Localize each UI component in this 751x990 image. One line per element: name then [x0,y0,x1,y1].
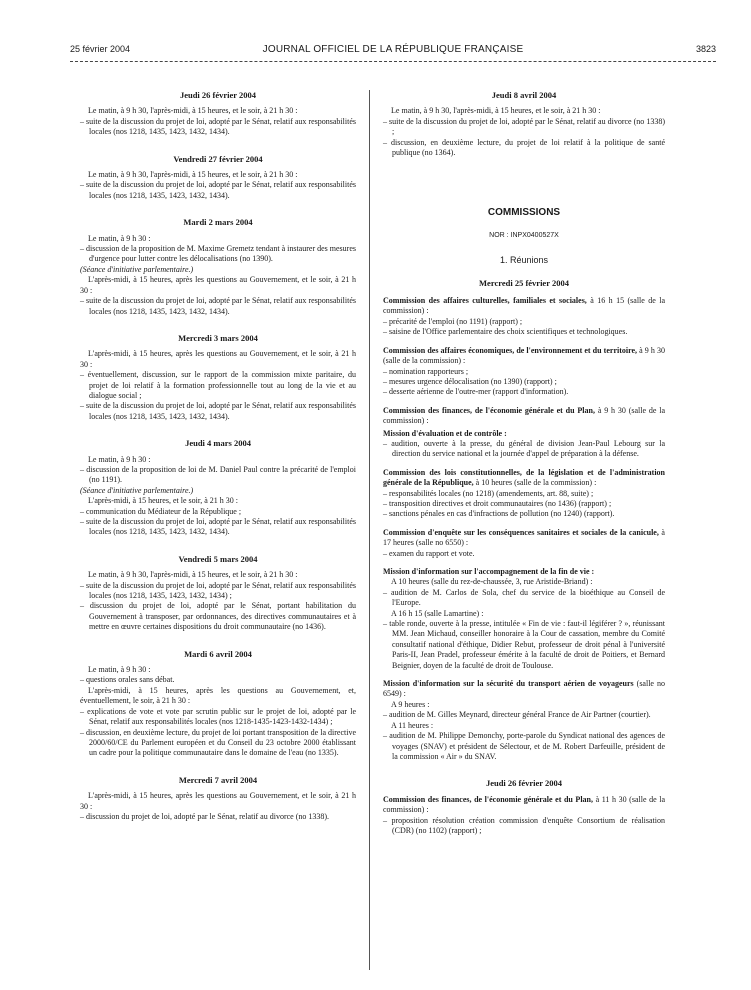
session-times: Le matin, à 9 h 30, l'après-midi, à 15 heures, et le soir, à 21 h 30 : [88,570,298,580]
agenda-item: – questions orales sans débat. [80,675,175,685]
day-title: Mardi 2 mars 2004 [183,217,253,228]
agenda-item: – discussion, en deuxième lecture, du projet de loi portant transposition de la directive 2000/60/CE du Parlement européen et du Conseil du 23 octobre 2000 établissant un cadre pour la politique communautaire dans le domaine de l'eau (no 1335). [80,727,356,758]
agenda-item: – discussion de la proposition de loi de M. Daniel Paul contre la précarité de l'emploi (no 1191). [80,464,356,485]
page-number: 3823 [695,44,716,54]
commission-name [383,346,665,367]
header-rule [70,61,716,62]
commission-name [383,795,665,816]
agenda-day [80,333,356,422]
left-column [80,90,356,838]
commission-time: (salle no 6549) : [383,679,665,699]
session-times: L'après-midi, à 15 heures, et le soir, à 21 h 30 : [88,496,238,506]
agenda-item: – desserte aérienne de l'outre-mer (rapport d'information). [383,387,569,397]
agenda-item: – discussion, en deuxième lecture, du projet de loi relatif à la politique de santé publique (no 1364). [383,137,665,158]
page-header [70,44,716,60]
session-times: Le matin, à 9 h 30 : [88,233,151,243]
agenda-day [80,154,356,202]
right-column [383,90,665,836]
agenda-item: – discussion du projet de loi, adopté par le Sénat, relatif au divorce (no 1338). [80,811,330,821]
day-title: Jeudi 26 février 2004 [485,778,563,789]
column-divider [369,90,370,970]
session-times: L'après-midi, à 15 heures, après les questions au Gouvernement, et, éventuellement, le soir, à 21 h 30 : [80,685,356,706]
session-time: A 10 heures (salle du rez-de-chaussée, 3, rue Aristide-Briand) : [391,577,593,587]
agenda-item: – discussion du projet de loi, adopté par le Sénat, portant habilitation du Gouvernement à transposer, par ordonnances, des directives communautaires et à mettre en œuvre certaines dispositions du droit communautaire (no 1436). [80,601,356,632]
commission-title: Mission d'information sur la sécurité du transport aérien de voyageurs [383,679,634,689]
agenda-item: – suite de la discussion du projet de loi, adopté par le Sénat, relatif aux responsabilités locales (nos 1218, 1435, 1423, 1432, 1434). [80,116,356,137]
agenda-item: – suite de la discussion du projet de loi, adopté par le Sénat, relatif aux responsabilités locales (nos 1218, 1435, 1423, 1432, 1434). [80,180,356,200]
day-title: Mardi 6 avril 2004 [184,648,252,659]
agenda-item: – audition de M. Philippe Demonchy, porte-parole du Syndicat national des agences de voyages (SNAV) et président de Sélectour, et de M. Robert Darfeuille, président de la commission « Air » du SNAV. [383,731,665,761]
session-times: L'après-midi, à 15 heures, après les questions au Gouvernement, et le soir, à 21 h 30 : [80,275,356,295]
session-time: A 16 h 15 (salle Lamartine) : [391,608,484,618]
agenda-item: – table ronde, ouverte à la presse, intitulée « Fin de vie : faut-il légiférer ? », réunissant MM. Jean Michaud, conseiller honoraire à la Cour de cassation, membre du Comité consultatif national d'éthique, Didier Rebut, professeur de droit pénal à l'université Paris-II, Jean Pradel, professeur émérite à la faculté de droit de Poitiers, et Bernard Beignier, doyen de la faculté de droit de Toulouse. [383,619,665,670]
agenda-day [80,438,356,538]
day-title: Jeudi 8 avril 2004 [491,90,557,100]
commission-time: à 17 heures (salle no 6550) : [383,527,665,548]
commission-name [383,567,665,577]
header-date: 25 février 2004 [70,44,131,54]
agenda-item: – suite de la discussion du projet de loi, adopté par le Sénat, relatif aux responsabilités locales (nos 1218, 1435, 1423, 1432, 1434). [80,296,356,316]
day-title: Mercredi 7 avril 2004 [178,774,258,785]
agenda-item: – suite de la discussion du projet de loi, adopté par le Sénat, relatif au divorce (no 1338) ; [383,116,665,137]
commission-blocks [383,296,665,762]
commission-name [383,468,665,489]
session-times: Le matin, à 9 h 30, l'après-midi, à 15 heures, et le soir, à 21 h 30 : [88,106,298,116]
agenda-item: – examen du rapport et vote. [383,548,475,558]
agenda-item: – discussion de la proposition de M. Maxime Gremetz tendant à instaurer des mesures d'urgence pour lutter contre les délocalisations (no 1390). [80,244,356,264]
agenda-item: – audition, ouverte à la presse, du général de division Jean-Paul Lebourg sur la direction du service national et la journée d'appel de préparation à la défense. [383,438,665,459]
commission-time: à 11 h 30 (salle de la commission) : [383,794,665,815]
day-title: Vendredi 5 mars 2004 [178,553,258,564]
agenda-item: – explications de vote et vote par scrutin public sur le projet de loi, adopté par le Sénat, relatif aux responsabilités locales (nos 1218-1435-1423-1432-1434) ; [80,706,356,727]
agenda-item: – proposition résolution création commission d'enquête Consortium de réalisation (CDR) (no 1102) (rapport) ; [383,815,665,835]
day-title: Vendredi 27 février 2004 [173,153,263,164]
agenda-item: – communication du Médiateur de la République ; [80,506,242,516]
commission-time: à 9 h 30 (salle de la commission) : [383,405,666,426]
subcommission-title: Mission d'évaluation et de contrôle : [383,428,507,438]
commission-title: Commission d'enquête sur les conséquences sanitaires et sociales de la canicule, [383,527,659,537]
agenda-item: – nomination rapporteurs ; [383,366,469,376]
agenda-item: – responsabilités locales (no 1218) (amendements, art. 88, suite) ; [383,488,594,498]
agenda-day [80,649,356,759]
commission-name [383,528,665,549]
commission-name [383,679,665,700]
journal-title: JOURNAL OFFICIEL DE LA RÉPUBLIQUE FRANÇAISE [262,44,524,55]
commission-title: Commission des finances, de l'économie générale et du Plan, [383,794,593,804]
day-title: Mercredi 3 mars 2004 [178,332,258,343]
agenda-day [80,90,356,138]
commission-time: à 9 h 30 (salle de la commission) : [383,345,665,366]
session-times: Le matin, à 9 h 30 : [88,665,151,675]
session-time: A 11 heures : [391,720,434,730]
session-times: L'après-midi, à 15 heures, après les questions au Gouvernement, et le soir, à 21 h 30 : [80,791,356,811]
day-title: Mercredi 25 février 2004 [479,277,569,288]
session-time: A 9 heures : [391,699,430,709]
session-times: Le matin, à 9 h 30 : [88,454,151,464]
agenda-item: – audition de M. Gilles Meynard, directeur général France de Air Partner (courtier). [383,710,651,720]
agenda-item: – suite de la discussion du projet de loi, adopté par le Sénat, relatif aux responsabilités locales (nos 1218, 1435, 1423, 1432, 1434) ; [80,580,356,601]
commission-name [383,406,665,427]
agenda-item: – sanctions pénales en cas d'infractions de pollution (no 1240) (rapport). [383,509,615,519]
commissions-heading: COMMISSIONS [487,207,561,219]
session-times: L'après-midi, à 15 heures, après les questions au Gouvernement, et le soir, à 21 h 30 : [80,349,356,369]
agenda-day [80,554,356,633]
agenda-item: – précarité de l'emploi (no 1191) (rapport) ; [383,316,523,326]
day-title: Jeudi 4 mars 2004 [185,438,251,449]
session-times: Le matin, à 9 h 30, l'après-midi, à 15 heures, et le soir, à 21 h 30 : [391,106,601,116]
commission-title: Commission des lois constitutionnelles, de la législation et de l'administration générale de la République, [383,467,665,488]
commission-name [383,296,665,317]
commission-title: Commission des affaires économiques, de l'environnement et du territoire, [383,345,638,355]
commission-time: à 16 h 15 (salle de la commission) : [383,296,666,316]
agenda-item: – suite de la discussion du projet de loi, adopté par le Sénat, relatif aux responsabilités locales (nos 1218, 1435, 1423, 1432, 1434). [80,401,356,421]
agenda-item: – suite de la discussion du projet de loi, adopté par le Sénat, relatif aux responsabilités locales (nos 1218, 1435, 1423, 1432, 1434). [80,517,356,537]
session-note: (Séance d'initiative parlementaire.) [80,485,194,495]
agenda-item: – éventuellement, discussion, sur le rapport de la commission mixte paritaire, du projet de loi relatif à la formation professionnelle tout au long de la vie et au dialogue social ; [80,370,356,400]
nor-reference: NOR : INPX0400527X [489,231,559,239]
reunions-heading: 1. Réunions [499,255,549,266]
session-note: (Séance d'initiative parlementaire.) [80,264,194,274]
commission-title: Commission des affaires culturelles, familiales et sociales, [383,296,587,306]
agenda-item: – transposition directives et droit communautaires (no 1436) (rapport) ; [383,498,612,508]
agenda-item: – audition de M. Carlos de Sola, chef du service de la bioéthique au Conseil de l'Europe. [383,587,665,608]
day-title: Jeudi 26 février 2004 [179,90,257,100]
commission-title: Mission d'information sur l'accompagnement de la fin de vie : [383,567,595,576]
agenda-day [80,217,356,317]
agenda-item: – mesures urgence délocalisation (no 1390) (rapport) ; [383,376,557,386]
commission-time: à 10 heures (salle de la commission) : [473,478,597,488]
agenda-item: – saisine de l'Office parlementaire des choix scientifiques et technologiques. [383,327,628,337]
agenda-day [80,775,356,823]
commission-title: Commission des finances, de l'économie générale et du Plan, [383,405,595,415]
session-times: Le matin, à 9 h 30, l'après-midi, à 15 heures, et le soir, à 21 h 30 : [88,170,298,180]
agenda-day [383,90,665,158]
